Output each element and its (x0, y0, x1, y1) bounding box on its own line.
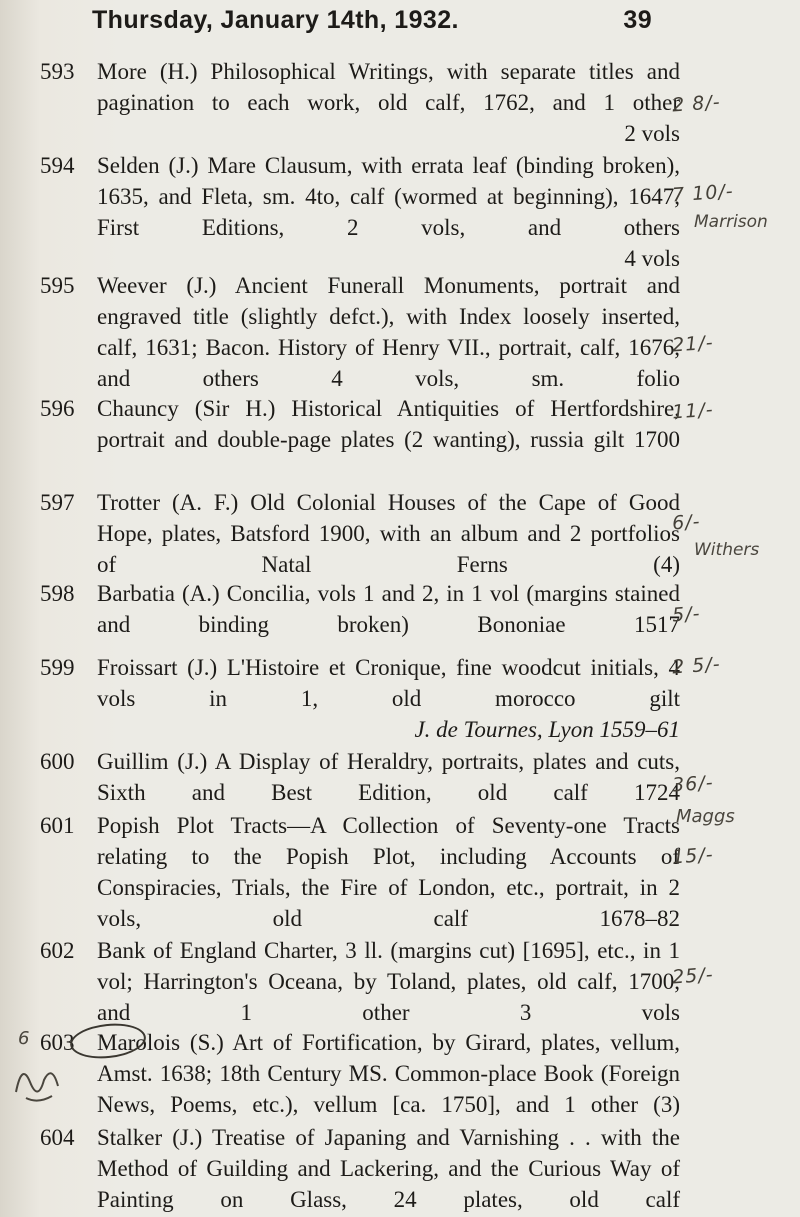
handwritten-buyer: Maggs (676, 806, 735, 827)
lot-number: 603 (40, 1030, 75, 1055)
lot-599 (40, 652, 680, 745)
handwritten-price: 6 (18, 1028, 30, 1049)
lot-number: 596 (40, 396, 75, 421)
lot-number: 604 (40, 1125, 75, 1150)
handwritten-mark (8, 1052, 74, 1110)
lot-description: Weever (J.) Ancient Funerall Monuments, portrait and engraved title (slightly defct.), with Index loosely inserted, calf, 1631; Bacon. History of Henry VII., portrait, calf, 1676, and others 4 vols, sm. folio (97, 273, 680, 391)
lot-593 (40, 56, 680, 149)
handwritten-buyer: Withers (694, 540, 760, 560)
handwritten-price: 7 10/- (671, 180, 735, 207)
lot-description: Froissart (J.) L'Histoire et Cronique, fine woodcut initials, 4 vols in 1, old morocco gilt (97, 655, 680, 711)
lot-number: 593 (40, 59, 75, 84)
handwritten-price: 15/- (671, 843, 715, 869)
lot-597 (40, 487, 680, 580)
lot-tail: 4 vols (624, 246, 680, 271)
lot-description: Chauncy (Sir H.) Historical Antiquities of Hertfordshire, portrait and double-page plates (2 wanting), russia gilt 1700 (97, 396, 680, 452)
lot-description: Popish Plot Tracts—A Collection of Seventy-one Tracts relating to the Popish Plot, including Accounts of Conspiracies, Trials, the Fire of London, etc., portrait, in 2 vols, old calf 1678–82 (97, 813, 680, 931)
lot-description: Stalker (J.) Treatise of Japaning and Varnishing . . with the Method of Guilding and Lackering, and the Curious Way of Painting on Glass, 24 plates, old calf (97, 1125, 680, 1212)
lot-description: More (H.) Philosophical Writings, with separate titles and pagination to each work, old calf, 1762, and 1 other (97, 59, 680, 115)
lot-description: Marolois (S.) Art of Fortification, by Girard, plates, vellum, Amst. 1638; 18th Century MS. Common-place Book (Foreign News, Poems, etc.), vellum [ca. 1750], and 1 other (3) (97, 1030, 680, 1117)
handwritten-price: 2 8/- (671, 91, 722, 117)
lot-601 (40, 810, 680, 934)
lot-description: Bank of England Charter, 3 ll. (margins cut) [1695], etc., in 1 vol; Harrington's Oceana, by Toland, plates, old calf, 1700, and 1 other 3 vols (97, 938, 680, 1025)
handwritten-price: 21/- (671, 331, 715, 357)
handwritten-buyer: Marrison (694, 212, 768, 232)
lot-number: 598 (40, 581, 75, 606)
lot-description: Guillim (J.) A Display of Heraldry, portraits, plates and cuts, Sixth and Best Edition, old calf 1724 (97, 749, 680, 805)
lot-number: 602 (40, 938, 75, 963)
lot-595 (40, 270, 680, 394)
lot-number: 600 (40, 749, 75, 774)
lot-number: 594 (40, 153, 75, 178)
handwritten-price: 36/- (671, 771, 715, 797)
handwritten-price: 2 5/- (671, 653, 722, 679)
handwritten-price: 6/- (671, 510, 702, 535)
handwritten-price: 11/- (671, 398, 715, 424)
lot-602 (40, 935, 680, 1028)
lot-description: Selden (J.) Mare Clausum, with errata leaf (binding broken), 1635, and Fleta, sm. 4to, calf (wormed at beginning), 1647, First Editions, 2 vols, and others (97, 153, 680, 240)
page-number: 39 (623, 6, 652, 34)
lot-description: Barbatia (A.) Concilia, vols 1 and 2, in 1 vol (margins stained and binding broken) Bononiae 1517 (97, 581, 680, 637)
handwritten-price: 5/- (671, 602, 702, 627)
lot-tail: 2 vols (624, 121, 680, 146)
page-header (92, 6, 652, 35)
lot-tail: J. de Tournes, Lyon 1559–61 (414, 717, 680, 742)
lot-594 (40, 150, 680, 274)
lot-description: Trotter (A. F.) Old Colonial Houses of the Cape of Good Hope, plates, Batsford 1900, with an album and 2 portfolios of Natal Ferns (4) (97, 490, 680, 577)
lot-600 (40, 746, 680, 808)
lot-number: 601 (40, 813, 75, 838)
lot-596 (40, 393, 680, 455)
handwritten-price: 25/- (671, 963, 715, 989)
lot-number: 595 (40, 273, 75, 298)
header-date: Thursday, January 14th, 1932. (92, 6, 459, 34)
lot-number: 599 (40, 655, 75, 680)
lot-598 (40, 578, 680, 640)
lot-number: 597 (40, 490, 75, 515)
lot-604 (40, 1122, 680, 1215)
